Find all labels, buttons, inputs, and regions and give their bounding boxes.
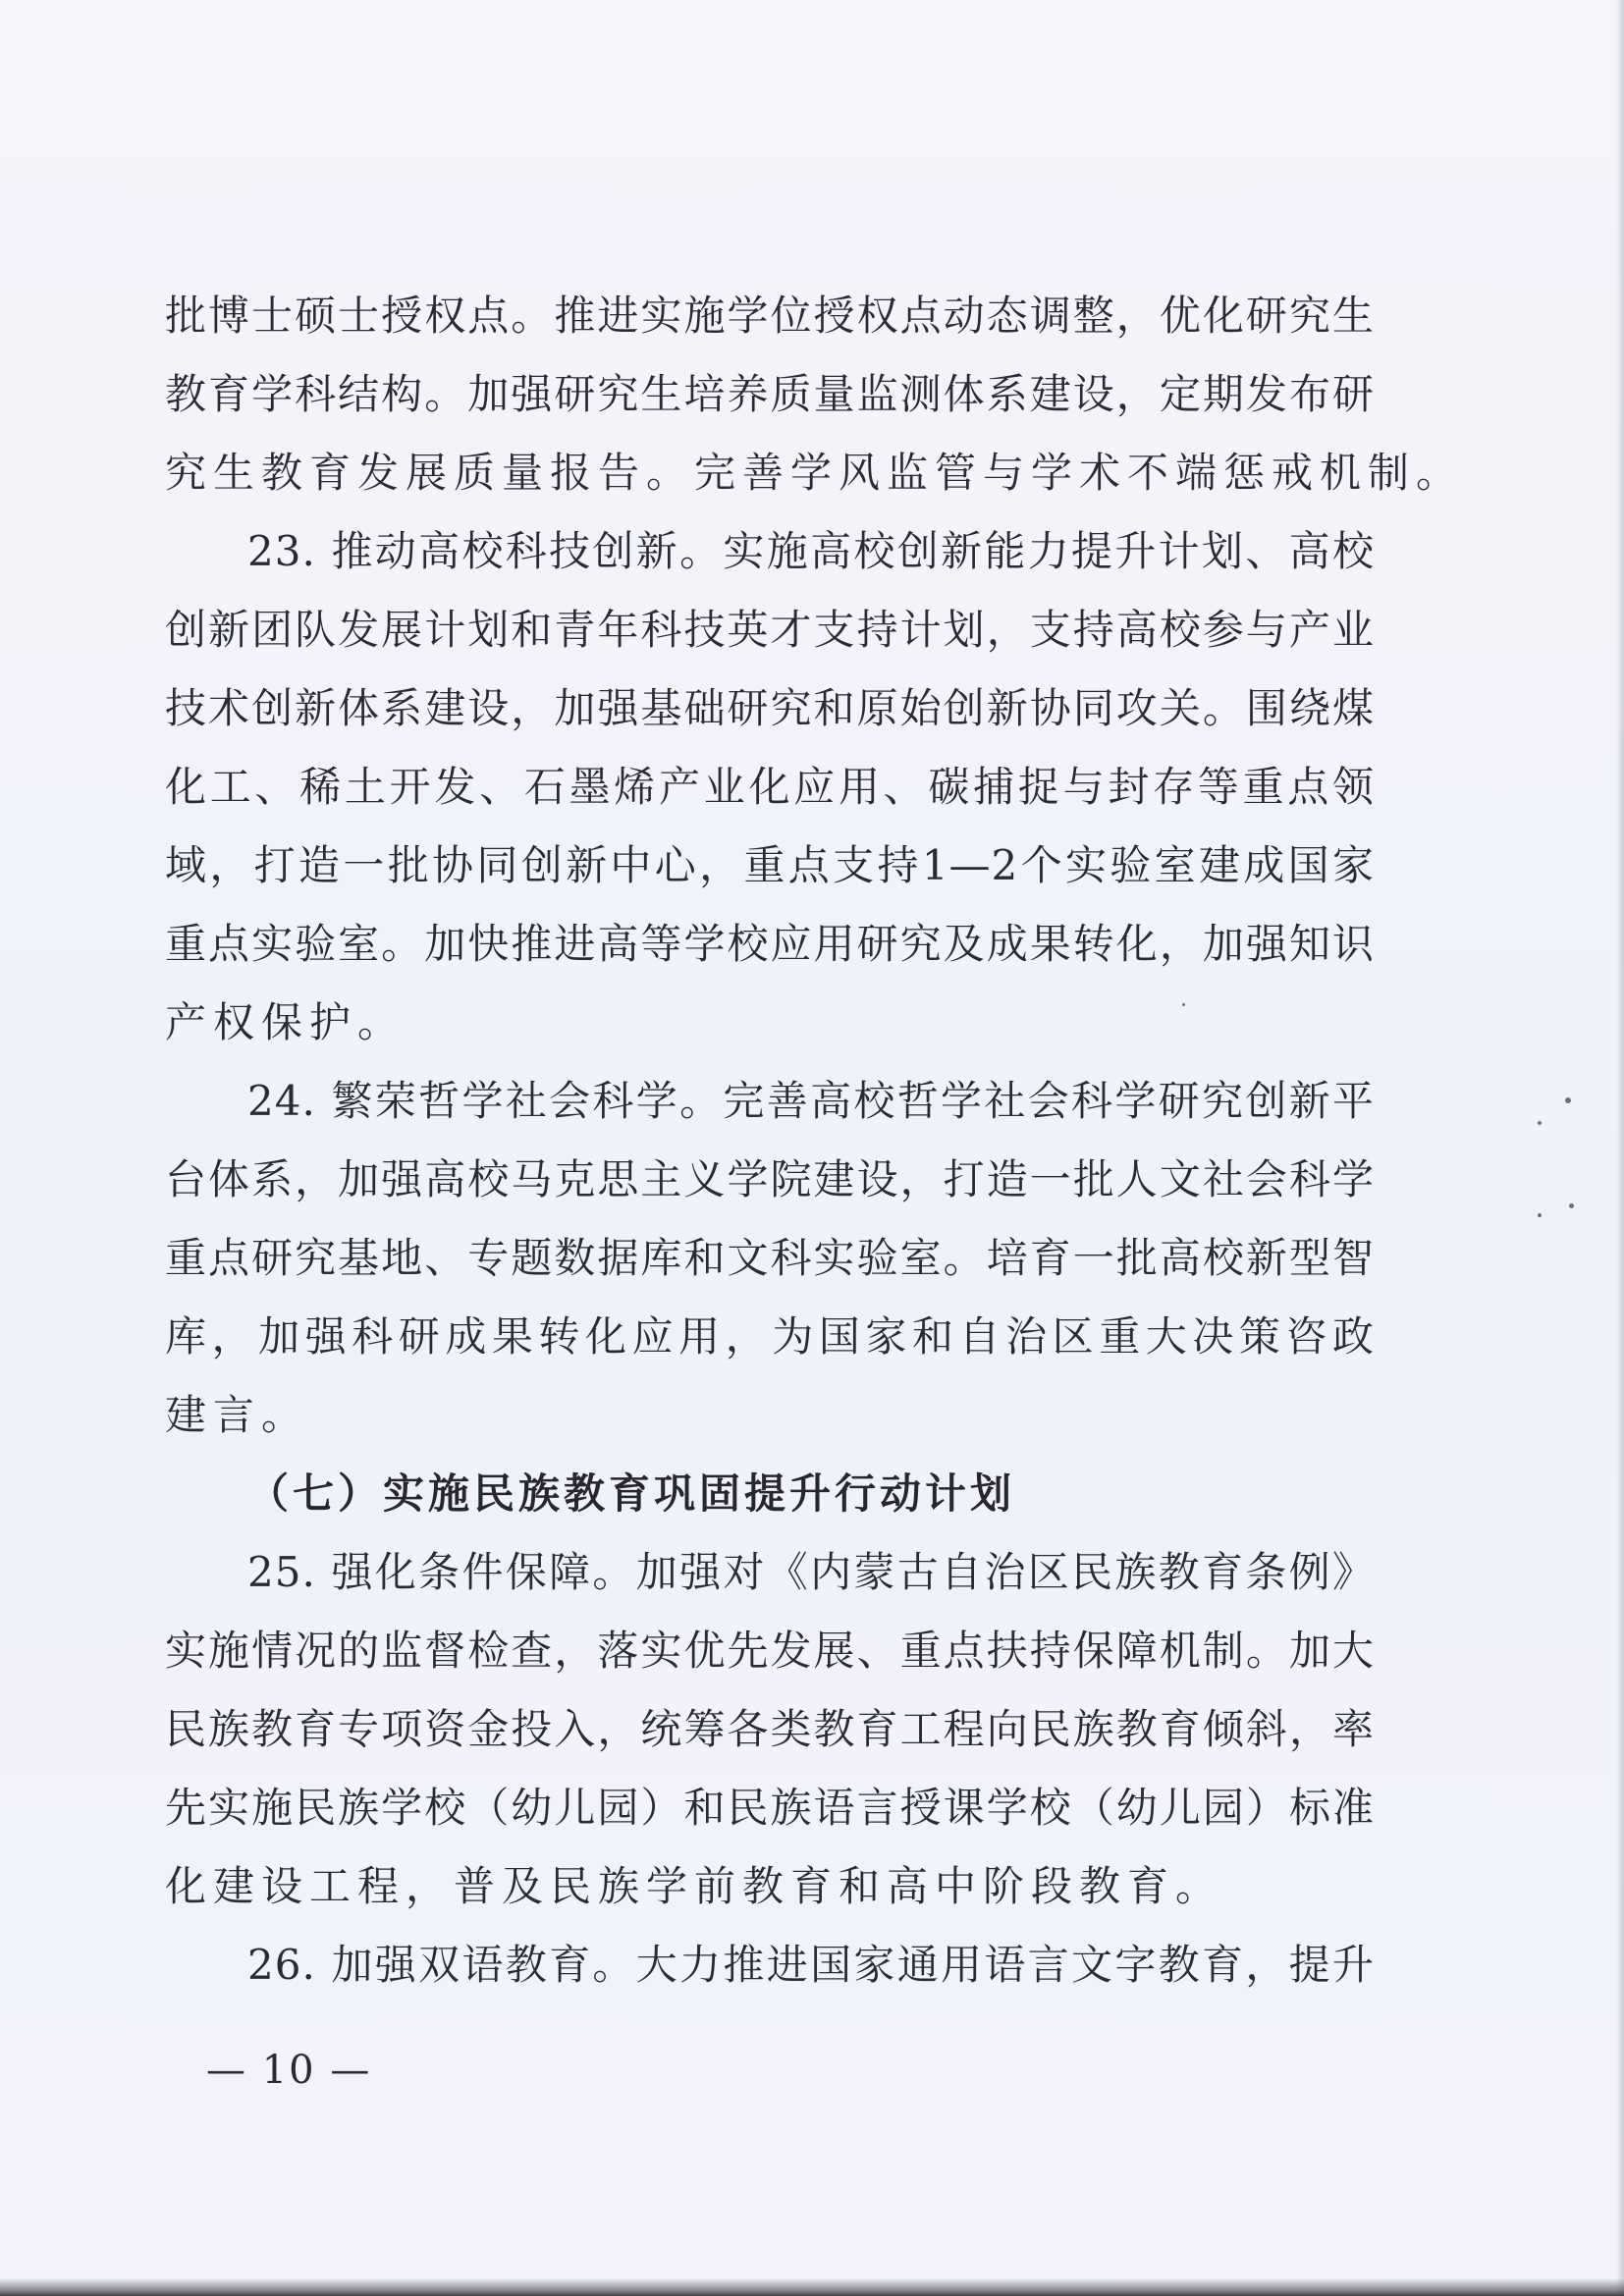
- scan-speck: [1538, 1213, 1542, 1217]
- scan-speck: [1569, 1203, 1574, 1208]
- scan-speck: [1538, 1121, 1542, 1125]
- text-line: 域，打造一批协同创新中心，重点支持1—2个实验室建成国家: [165, 841, 1375, 889]
- text-line: 技术创新体系建设，加强基础研究和原始创新协同攻关。围绕煤: [165, 684, 1375, 732]
- paragraph-first-line: 25. 强化条件保障。加强对《内蒙古自治区民族教育条例》: [247, 1548, 1375, 1596]
- scan-edge-bottom: [0, 2278, 1624, 2296]
- text-line: 化工、稀土开发、石墨烯产业化应用、碳捕捉与封存等重点领: [165, 763, 1375, 811]
- paragraph-first-line: 26. 加强双语教育。大力推进国家通用语言文字教育，提升: [247, 1941, 1375, 1989]
- paragraph-first-line: 24. 繁荣哲学社会科学。完善高校哲学社会科学研究创新平: [247, 1077, 1375, 1125]
- text-line: 重点研究基地、专题数据库和文科实验室。培育一批高校新型智: [165, 1234, 1375, 1282]
- paragraph-first-line: 23. 推动高校科技创新。实施高校创新能力提升计划、高校: [247, 527, 1375, 575]
- text-line: 建言。: [165, 1391, 310, 1439]
- text-line: 库，加强科研成果转化应用，为国家和自治区重大决策咨政: [165, 1312, 1375, 1361]
- text-line: 究生教育发展质量报告。完善学风监管与学术不端惩戒机制。: [165, 449, 1465, 497]
- text-line: 教育学科结构。加强研究生培养质量监测体系建设，定期发布研: [165, 370, 1375, 418]
- document-body: [165, 277, 1465, 2004]
- text-line: 实施情况的监督检查，落实优先发展、重点扶持保障机制。加大: [165, 1627, 1375, 1675]
- text-line: 台体系，加强高校马克思主义学院建设，打造一批人文社会科学: [165, 1155, 1375, 1203]
- scan-edge-right: [1616, 0, 1624, 2296]
- text-line: 重点实验室。加快推进高等学校应用研究及成果转化，加强知识: [165, 920, 1375, 968]
- scan-speck: [1565, 1097, 1571, 1103]
- text-line: 产权保护。: [165, 998, 406, 1046]
- text-line: 批博士硕士授权点。推进实施学位授权点动态调整，优化研究生: [165, 292, 1375, 340]
- page-number: — 10 —: [206, 2048, 372, 2093]
- text-line: 先实施民族学校（幼儿园）和民族语言授课学校（幼儿园）标准: [165, 1784, 1375, 1832]
- section-heading: （七）实施民族教育巩固提升行动计划: [247, 1469, 1016, 1518]
- text-line: 化建设工程，普及民族学前教育和高中阶段教育。: [165, 1862, 1224, 1910]
- text-line: 创新团队发展计划和青年科技英才支持计划，支持高校参与产业: [165, 606, 1375, 654]
- text-line: 民族教育专项资金投入，统筹各类教育工程向民族教育倾斜，率: [165, 1705, 1375, 1753]
